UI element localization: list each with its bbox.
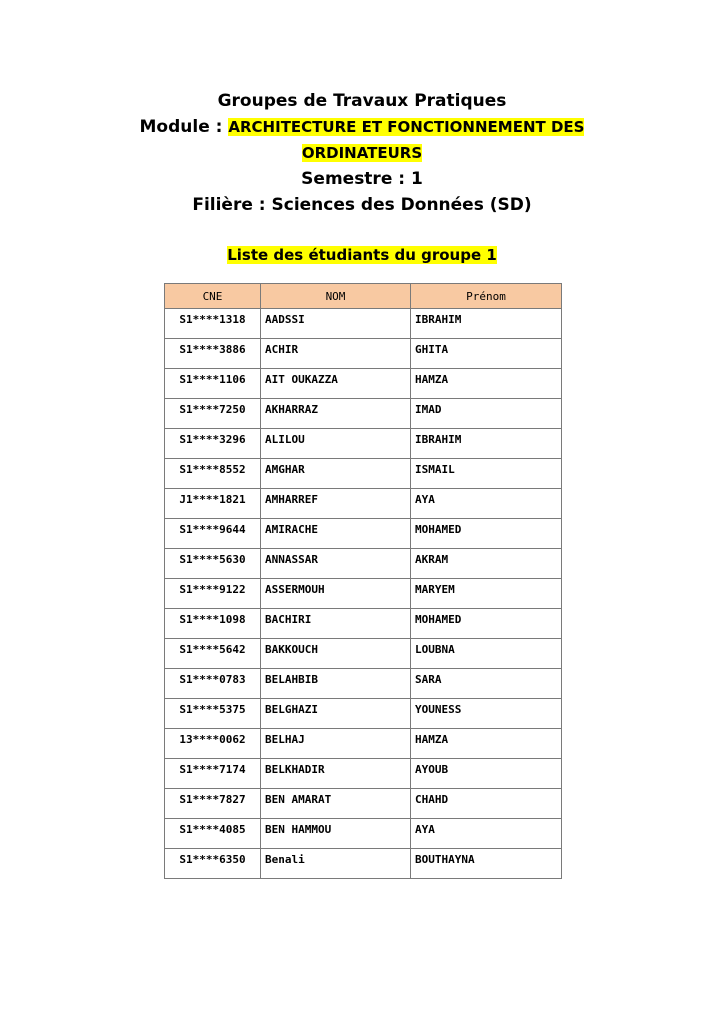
- cell-nom: ANNASSAR: [261, 549, 411, 579]
- cell-prenom: GHITA: [411, 339, 562, 369]
- cell-cne: S1****1318: [165, 309, 261, 339]
- semester: Semestre : 1: [301, 169, 423, 189]
- cell-cne: J1****1821: [165, 489, 261, 519]
- cell-prenom: MOHAMED: [411, 609, 562, 639]
- table-row: [165, 759, 562, 789]
- table-row: [165, 849, 562, 879]
- document-title: Groupes de Travaux Pratiques: [217, 91, 507, 111]
- cell-nom: AMGHAR: [261, 459, 411, 489]
- cell-prenom: SARA: [411, 669, 562, 699]
- cell-cne: S1****1098: [165, 609, 261, 639]
- cell-cne: S1****3886: [165, 339, 261, 369]
- cell-nom: ACHIR: [261, 339, 411, 369]
- table-row: [165, 489, 562, 519]
- cell-nom: Benali: [261, 849, 411, 879]
- module-line-2: [0, 140, 724, 166]
- cell-cne: S1****5642: [165, 639, 261, 669]
- cell-prenom: ISMAIL: [411, 459, 562, 489]
- cell-prenom: IBRAHIM: [411, 309, 562, 339]
- cell-cne: S1****7250: [165, 399, 261, 429]
- students-table: [164, 283, 562, 879]
- cell-nom: BELKHADIR: [261, 759, 411, 789]
- table-row: [165, 369, 562, 399]
- cell-cne: S1****4085: [165, 819, 261, 849]
- table-row: [165, 579, 562, 609]
- table-body: [165, 309, 562, 879]
- module-name-line1: ARCHITECTURE ET FONCTIONNEMENT DES: [228, 118, 585, 136]
- cell-nom: BELHAJ: [261, 729, 411, 759]
- group-title-text: Liste des étudiants du groupe 1: [227, 246, 497, 264]
- cell-nom: AADSSI: [261, 309, 411, 339]
- column-header-nom: NOM: [261, 284, 411, 309]
- column-header-cne: CNE: [165, 284, 261, 309]
- cell-prenom: MOHAMED: [411, 519, 562, 549]
- cell-cne: S1****7174: [165, 759, 261, 789]
- cell-prenom: AYA: [411, 489, 562, 519]
- cell-cne: S1****3296: [165, 429, 261, 459]
- cell-prenom: MARYEM: [411, 579, 562, 609]
- table-row: [165, 789, 562, 819]
- table-header-row: [165, 284, 562, 309]
- table-row: [165, 669, 562, 699]
- cell-prenom: HAMZA: [411, 729, 562, 759]
- table-row: [165, 429, 562, 459]
- table-row: [165, 459, 562, 489]
- cell-prenom: AYA: [411, 819, 562, 849]
- cell-prenom: YOUNESS: [411, 699, 562, 729]
- cell-cne: S1****9122: [165, 579, 261, 609]
- cell-cne: S1****8552: [165, 459, 261, 489]
- cell-prenom: LOUBNA: [411, 639, 562, 669]
- cell-prenom: BOUTHAYNA: [411, 849, 562, 879]
- cell-prenom: IBRAHIM: [411, 429, 562, 459]
- cell-nom: BEN AMARAT: [261, 789, 411, 819]
- table-row: [165, 309, 562, 339]
- cell-nom: BELGHAZI: [261, 699, 411, 729]
- cell-prenom: CHAHD: [411, 789, 562, 819]
- cell-cne: S1****1106: [165, 369, 261, 399]
- table-row: [165, 339, 562, 369]
- table-row: [165, 399, 562, 429]
- column-header-prenom: Prénom: [411, 284, 562, 309]
- cell-nom: BEN HAMMOU: [261, 819, 411, 849]
- table-row: [165, 609, 562, 639]
- document-header: [0, 88, 724, 218]
- cell-prenom: IMAD: [411, 399, 562, 429]
- cell-nom: BELAHBIB: [261, 669, 411, 699]
- cell-nom: ALILOU: [261, 429, 411, 459]
- cell-cne: 13****0062: [165, 729, 261, 759]
- cell-cne: S1****5375: [165, 699, 261, 729]
- cell-prenom: HAMZA: [411, 369, 562, 399]
- cell-nom: AKHARRAZ: [261, 399, 411, 429]
- cell-cne: S1****6350: [165, 849, 261, 879]
- table-row: [165, 699, 562, 729]
- group-title: [0, 244, 724, 266]
- table-row: [165, 729, 562, 759]
- table-row: [165, 639, 562, 669]
- cell-nom: BAKKOUCH: [261, 639, 411, 669]
- filiere: Filière : Sciences des Données (SD): [192, 195, 532, 215]
- module-prefix: Module :: [139, 117, 229, 137]
- cell-cne: S1****7827: [165, 789, 261, 819]
- cell-nom: AIT OUKAZZA: [261, 369, 411, 399]
- cell-nom: AMIRACHE: [261, 519, 411, 549]
- table-row: [165, 819, 562, 849]
- table-row: [165, 549, 562, 579]
- cell-prenom: AYOUB: [411, 759, 562, 789]
- cell-nom: AMHARREF: [261, 489, 411, 519]
- cell-nom: BACHIRI: [261, 609, 411, 639]
- table-row: [165, 519, 562, 549]
- module-name-line2: ORDINATEURS: [301, 144, 423, 162]
- cell-cne: S1****9644: [165, 519, 261, 549]
- cell-cne: S1****0783: [165, 669, 261, 699]
- cell-nom: ASSERMOUH: [261, 579, 411, 609]
- module-line: [0, 114, 724, 140]
- cell-cne: S1****5630: [165, 549, 261, 579]
- cell-prenom: AKRAM: [411, 549, 562, 579]
